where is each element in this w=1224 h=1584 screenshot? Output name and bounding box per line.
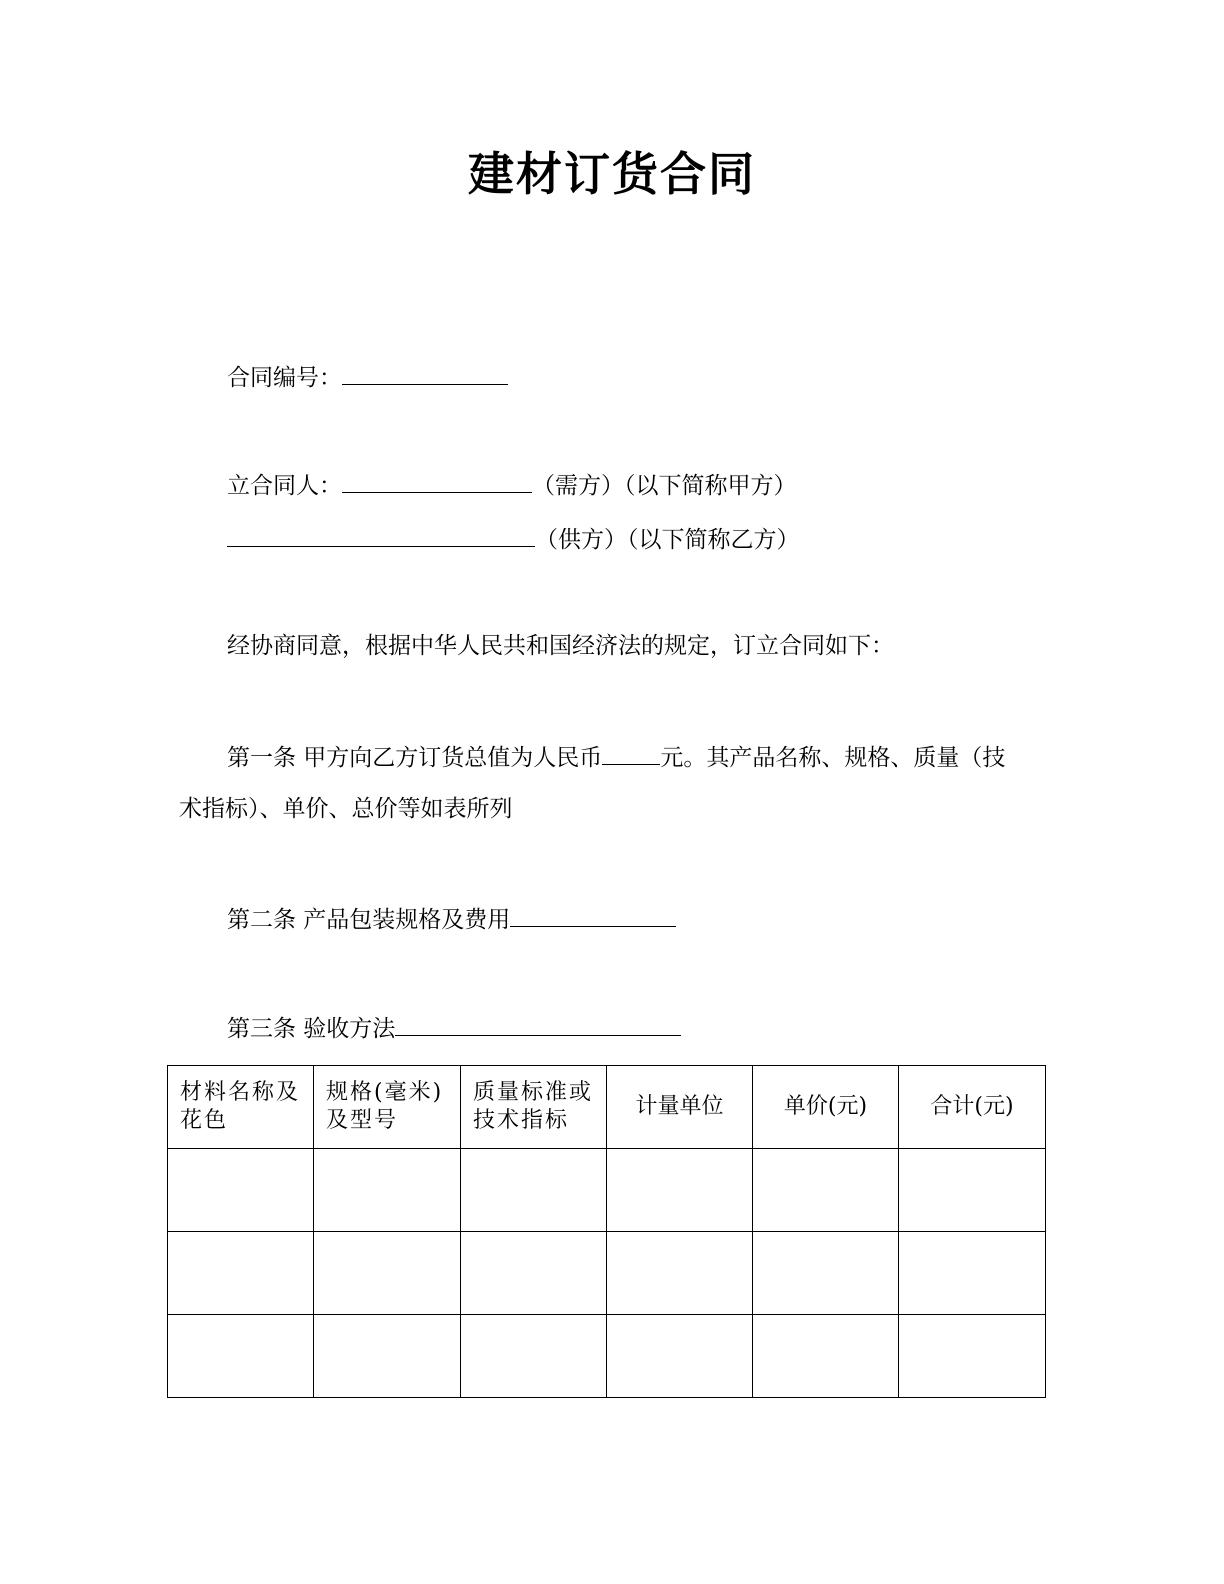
- article1-line1: [227, 738, 1005, 775]
- buyer-party-line: [227, 466, 797, 503]
- table-cell[interactable]: [314, 1149, 461, 1232]
- table-cell[interactable]: [168, 1232, 314, 1315]
- article1-head: 第一条 甲方向乙方订货总值为人民币: [227, 745, 603, 771]
- table-row: [168, 1315, 1046, 1398]
- acceptance-method-blank[interactable]: [395, 1009, 681, 1036]
- table-cell[interactable]: [899, 1149, 1046, 1232]
- table-cell[interactable]: [607, 1232, 753, 1315]
- seller-name-blank[interactable]: [227, 520, 535, 547]
- table-row: [168, 1149, 1046, 1232]
- table-cell[interactable]: [753, 1315, 899, 1398]
- table-cell[interactable]: [168, 1149, 314, 1232]
- article2-line: [227, 900, 676, 937]
- table-header-row: [168, 1066, 1046, 1149]
- article1-line2: 术指标）、单价、总价等如表所列: [179, 796, 513, 822]
- header-unit-price: 单价(元): [753, 1066, 899, 1149]
- contract-number-label: 合同编号：: [227, 365, 342, 391]
- table-cell[interactable]: [461, 1149, 607, 1232]
- article3-text: 第三条 验收方法: [227, 1016, 396, 1042]
- buyer-name-blank[interactable]: [342, 466, 532, 493]
- header-material-name: 材料名称及花色: [168, 1066, 314, 1149]
- table-cell[interactable]: [461, 1232, 607, 1315]
- contract-number-line: [227, 358, 508, 395]
- order-items-table: [167, 1065, 1046, 1398]
- table-cell[interactable]: [753, 1149, 899, 1232]
- table-cell[interactable]: [899, 1315, 1046, 1398]
- document-title: 建材订货合同: [468, 147, 756, 201]
- seller-party-line: [227, 520, 800, 557]
- header-quality-standard: 质量标准或技术指标: [461, 1066, 607, 1149]
- table-cell[interactable]: [314, 1315, 461, 1398]
- table-row: [168, 1232, 1046, 1315]
- table-cell[interactable]: [168, 1315, 314, 1398]
- table-cell[interactable]: [607, 1149, 753, 1232]
- seller-suffix: （供方）（以下简称乙方）: [535, 527, 800, 553]
- header-total: 合计(元): [899, 1066, 1046, 1149]
- table-cell[interactable]: [461, 1315, 607, 1398]
- header-spec-model: 规格(毫米)及型号: [314, 1066, 461, 1149]
- intro-paragraph: 经协商同意，根据中华人民共和国经济法的规定，订立合同如下：: [227, 633, 894, 659]
- table-cell[interactable]: [607, 1315, 753, 1398]
- packaging-cost-blank[interactable]: [510, 900, 676, 927]
- table-cell[interactable]: [899, 1232, 1046, 1315]
- parties-label: 立合同人：: [227, 473, 342, 499]
- article2-text: 第二条 产品包装规格及费用: [227, 907, 511, 933]
- article1-tail: 元。其产品名称、规格、质量（技: [660, 745, 1006, 771]
- table-cell[interactable]: [314, 1232, 461, 1315]
- article3-line: [227, 1009, 681, 1046]
- table-cell[interactable]: [753, 1232, 899, 1315]
- total-amount-blank[interactable]: [602, 738, 660, 765]
- buyer-suffix: （需方）（以下简称甲方）: [532, 473, 797, 499]
- header-unit: 计量单位: [607, 1066, 753, 1149]
- contract-number-blank[interactable]: [342, 358, 508, 385]
